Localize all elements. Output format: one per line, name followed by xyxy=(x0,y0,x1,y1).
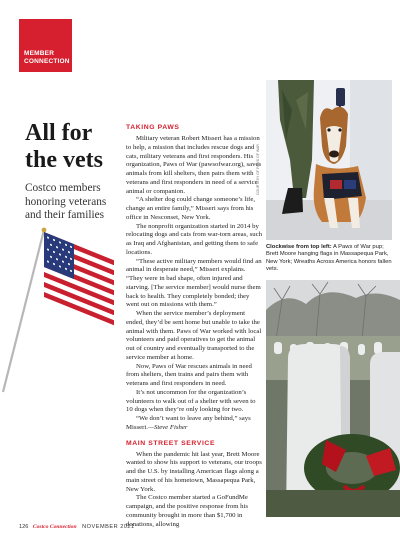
caption-lead: Clockwise from top left: xyxy=(266,244,332,250)
photo-credit: COURTESY OF PAWS OF WAR xyxy=(256,144,260,195)
service-dog-photo xyxy=(266,80,392,240)
section-kicker-taking-paws: TAKING PAWS xyxy=(126,124,180,131)
article-headline xyxy=(25,120,103,174)
body-paragraph: The nonprofit organization started in 2014 by relocating dogs and cats from war-torn areas, such as Iraq and Afghanistan, and getting them to safe locations. xyxy=(126,222,262,256)
tag-line-1: MEMBER xyxy=(24,50,55,57)
member-connection-tag xyxy=(19,19,72,72)
article-body xyxy=(126,120,262,529)
body-paragraph: When the service member’s deployment ended, they’d be sent home but unable to take the animal with them. Paws of War worked with local volunteers and paid operatives to get the animal out of country and eventually transported to the service member at home. xyxy=(126,310,262,361)
photo-caption xyxy=(266,244,396,273)
issue-date: NOVEMBER 2021 xyxy=(82,524,135,530)
body-paragraph: It’s not uncommon for the organization’s volunteers to walk out of a shelter with seven to 10 dogs when they’re only looking for two. xyxy=(126,388,256,414)
page-number: 126 xyxy=(19,524,29,530)
body-paragraph xyxy=(126,415,262,433)
body-paragraph: “These active military members would find an animal in desperate need,” Misseri explains. “They were in bad shape, often injured and starving. [The service member] would nurse them back to health. They completely bonded; they went out on missions with them.” xyxy=(126,257,262,309)
american-flag-image xyxy=(0,220,120,395)
body-paragraph: Now, Paws of War rescues animals in need from shelters, then trains and pairs them with veterans and first responders in need. xyxy=(126,362,252,387)
body-paragraph: The Costco member started a GoFundMe campaign, and the positive response from his community brought in more than $1,700 in donations, allowing xyxy=(126,494,249,528)
publication-name: Costco Connection xyxy=(32,524,77,530)
caption-text: A Paws of War pup; Brett Moore hanging flags in Massapequa Park, New York; Wreaths Across America honors fallen vets. xyxy=(266,244,392,272)
headline-line-1: All for xyxy=(25,120,93,146)
cemetery-wreath-photo xyxy=(266,280,400,517)
article-dek xyxy=(25,182,120,223)
headline-line-2: the vets xyxy=(25,147,103,173)
dek-line-2: honoring veterans xyxy=(25,195,107,208)
section-kicker-main-street-service: MAIN STREET SERVICE xyxy=(126,439,216,447)
body-paragraph: Military veteran Robert Misseri has a mission to help, a mission that includes rescue dogs and cats, military veterans and first responders. His organization, Paws of War (pawsofwar.org), saves animals from kill shelters, then pairs them with veterans and first responders in need of a service animal or companion. xyxy=(126,135,262,195)
closing-quote: “We don’t want to leave any behind,” says Misseri. xyxy=(126,415,251,431)
dek-line-3: and their families xyxy=(25,209,105,221)
body-paragraph: When the pandemic hit last year, Brett Moore wanted to show his support to veterans, our troops and the U.S. by installing American flags along a main street of his hometown, Massapequa Park, New York. xyxy=(126,450,262,493)
dek-line-1: Costco members xyxy=(25,182,101,194)
body-paragraph: “A shelter dog could change someone’s life, change an entire family,” Misseri says from his office in Nesconset, New York. xyxy=(126,196,256,221)
page-footer xyxy=(19,524,135,530)
tag-line-2: CONNECTION xyxy=(24,58,70,65)
author-signature: —Steve Fisher xyxy=(147,423,188,431)
